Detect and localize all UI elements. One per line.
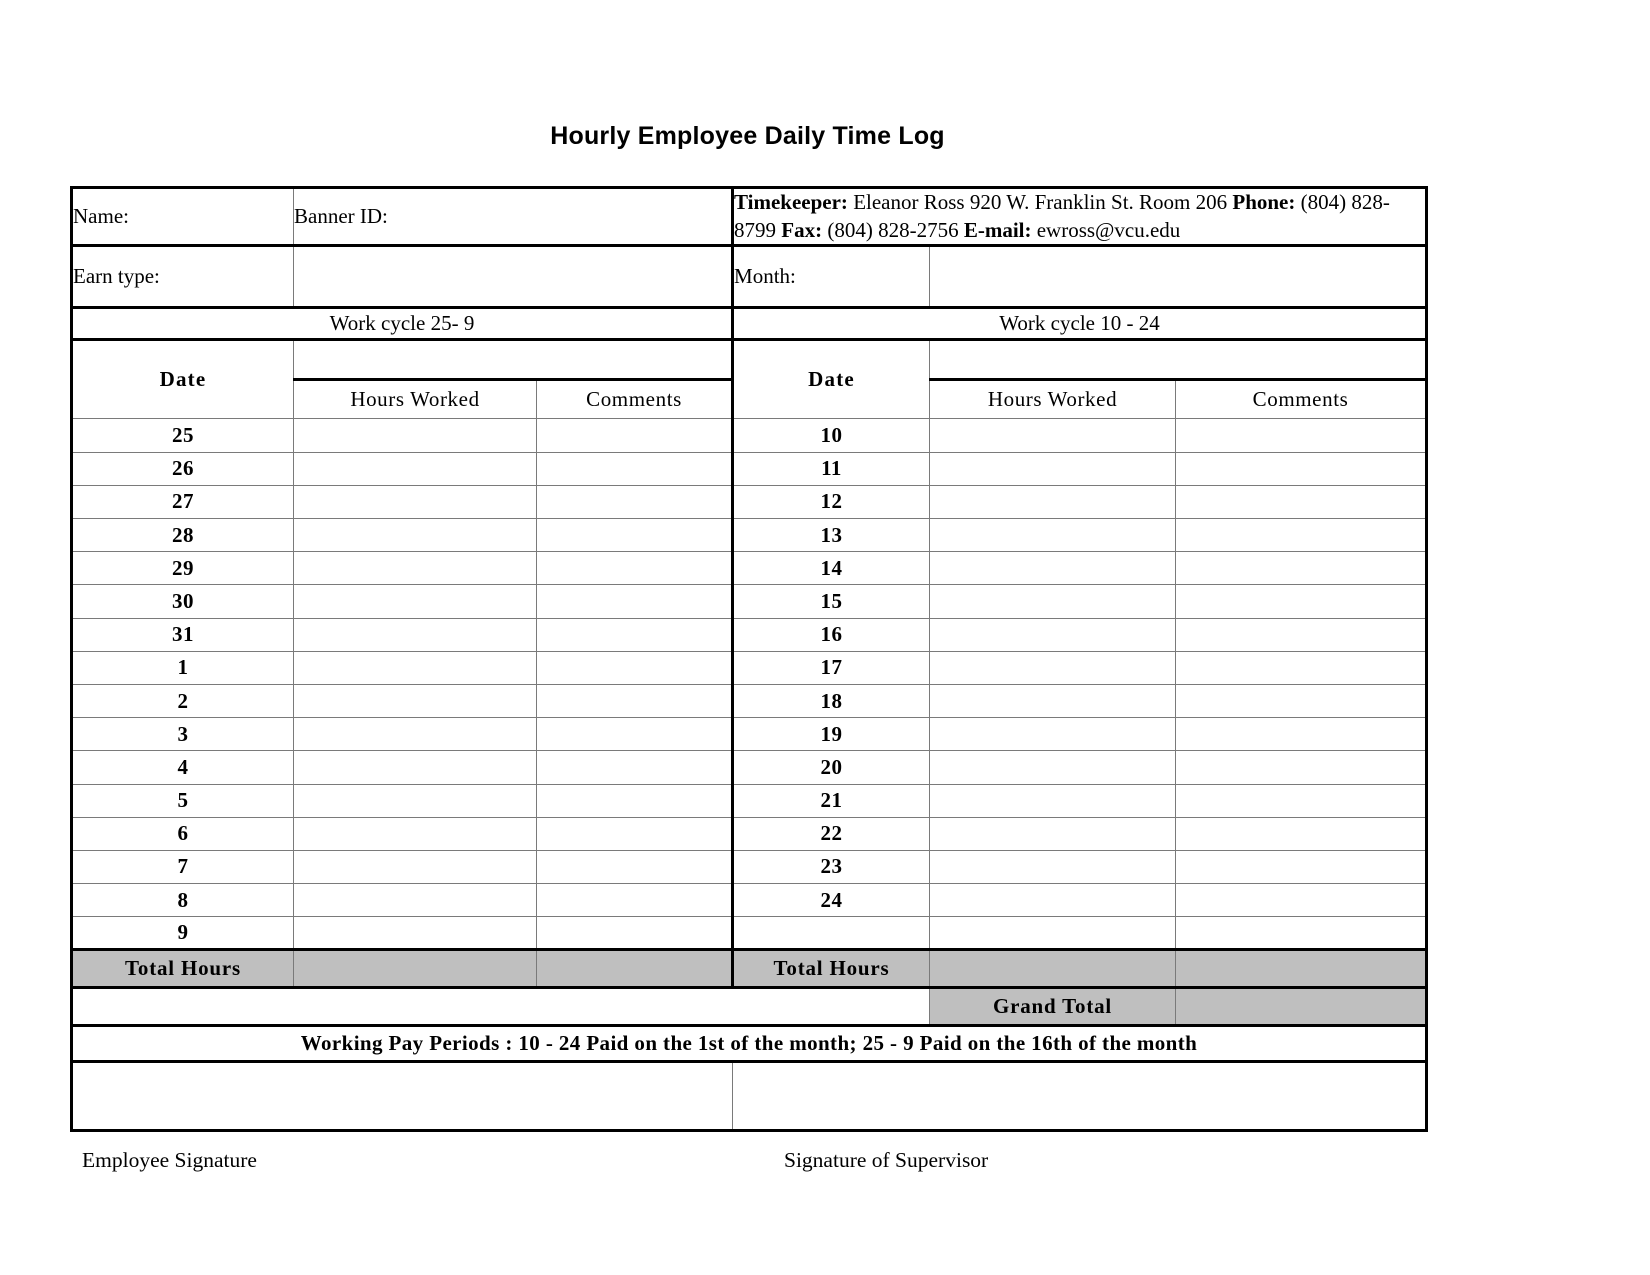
- date-cell-right-text: 13: [820, 522, 843, 547]
- hours-cell-left[interactable]: [294, 585, 537, 618]
- fax-label: Fax:: [781, 217, 823, 242]
- date-cell-right: [733, 751, 930, 784]
- hours-cell-left[interactable]: [294, 817, 537, 850]
- comments-cell-left[interactable]: [537, 552, 733, 585]
- comments-cell-left[interactable]: [537, 585, 733, 618]
- work-cycle-left-label: Work cycle 25- 9: [329, 311, 475, 336]
- hours-cell-right[interactable]: [930, 817, 1176, 850]
- table-row: [72, 784, 1427, 817]
- date-cell-left-text: 30: [172, 588, 194, 613]
- work-cycle-right-label: Work cycle 10 - 24: [999, 311, 1160, 336]
- name-cell[interactable]: [72, 188, 294, 246]
- hours-cell-right[interactable]: [930, 884, 1176, 917]
- hours-cell-right[interactable]: [930, 452, 1176, 485]
- earn-type-label: Earn type:: [73, 264, 160, 289]
- date-cell-right-text: 23: [820, 854, 843, 879]
- date-cell-left: [72, 751, 294, 784]
- month-label: Month:: [734, 264, 796, 289]
- hours-cell-left[interactable]: [294, 684, 537, 717]
- comments-cell-right[interactable]: [1176, 850, 1427, 883]
- name-label: Name:: [73, 204, 129, 229]
- comments-cell-left[interactable]: [537, 850, 733, 883]
- date-cell-right: [733, 452, 930, 485]
- comments-cell-left[interactable]: [537, 784, 733, 817]
- total-hours-label-right: [733, 950, 930, 988]
- date-cell-right: [733, 817, 930, 850]
- table-row: [72, 419, 1427, 452]
- hours-cell-left[interactable]: [294, 884, 537, 917]
- pay-periods-row: [72, 1026, 1427, 1062]
- comments-cell-right[interactable]: [1176, 651, 1427, 684]
- phone-value: (804) 828-8799: [734, 190, 1390, 242]
- hours-cell-left[interactable]: [294, 452, 537, 485]
- hours-cell-right[interactable]: [930, 684, 1176, 717]
- date-cell-left: [72, 618, 294, 651]
- date-cell-right: [733, 684, 930, 717]
- total-hours-label-left: [72, 950, 294, 988]
- comments-cell-left[interactable]: [537, 419, 733, 452]
- comments-cell-left[interactable]: [537, 718, 733, 751]
- table-row: [72, 585, 1427, 618]
- date-cell-right-text: 14: [820, 555, 843, 580]
- hours-cell-left[interactable]: [294, 519, 537, 552]
- hours-cell-right[interactable]: [930, 552, 1176, 585]
- work-cycle-row: [72, 308, 1427, 340]
- table-row: [72, 917, 1427, 950]
- supervisor-signature-box[interactable]: [733, 1062, 1427, 1131]
- total-hours-right-text: Total Hours: [773, 956, 890, 981]
- hours-cell-right[interactable]: [930, 618, 1176, 651]
- date-cell-left: [72, 850, 294, 883]
- employee-signature-box[interactable]: [72, 1062, 733, 1131]
- timekeeper-person: Eleanor Ross 920 W. Franklin St. Room 206: [847, 190, 1233, 214]
- date-cell-left: [72, 684, 294, 717]
- date-cell-left-text: 27: [172, 489, 194, 514]
- comments-cell-right[interactable]: [1176, 884, 1427, 917]
- work-cycle-right: [733, 308, 1427, 340]
- hours-cell-right[interactable]: [930, 519, 1176, 552]
- date-cell-right: [733, 850, 930, 883]
- date-cell-left: [72, 718, 294, 751]
- timekeeper-cell: [733, 188, 1427, 246]
- date-cell-left: [72, 817, 294, 850]
- hours-cell-right[interactable]: [930, 850, 1176, 883]
- phone-label: Phone:: [1232, 190, 1296, 214]
- pay-periods-cell: [72, 1026, 1427, 1062]
- hours-cell-right[interactable]: [930, 651, 1176, 684]
- hours-cell-left[interactable]: [294, 718, 537, 751]
- hours-cell-left[interactable]: [294, 917, 537, 950]
- date-cell-left: [72, 452, 294, 485]
- comments-cell-right[interactable]: [1176, 618, 1427, 651]
- date-cell-left: [72, 651, 294, 684]
- email-label: E-mail:: [963, 217, 1032, 242]
- date-cell-right: [733, 485, 930, 518]
- banner-id-cell[interactable]: [294, 188, 733, 246]
- date-cell-right: [733, 519, 930, 552]
- hours-cell-left[interactable]: [294, 651, 537, 684]
- hours-cell-right[interactable]: [930, 917, 1176, 950]
- earn-type-cell[interactable]: [72, 246, 294, 308]
- table-row: [72, 751, 1427, 784]
- date-cell-left: [72, 784, 294, 817]
- table-row: [72, 850, 1427, 883]
- comments-cell-left[interactable]: [537, 452, 733, 485]
- pay-periods-text: Working Pay Periods : 10 - 24 Paid on the 1st of the month; 25 - 9 Paid on the 16th of the month: [300, 1031, 1198, 1056]
- fax-value: (804) 828-2756: [822, 217, 964, 242]
- date-header-right-label: Date: [808, 367, 855, 392]
- date-cell-right-text: 21: [820, 788, 843, 813]
- comments-cell-right[interactable]: [1176, 817, 1427, 850]
- column-header-row-top: [72, 340, 1427, 380]
- hours-cell-right[interactable]: [930, 784, 1176, 817]
- date-cell-left: [72, 485, 294, 518]
- comments-cell-left[interactable]: [537, 817, 733, 850]
- comments-cell-left[interactable]: [537, 751, 733, 784]
- comments-cell-right[interactable]: [1176, 684, 1427, 717]
- comments-cell-right[interactable]: [1176, 917, 1427, 950]
- date-cell-right-text: 20: [820, 754, 843, 779]
- comments-header-left: [537, 380, 733, 419]
- month-cell[interactable]: [733, 246, 930, 308]
- comments-cell-left[interactable]: [537, 917, 733, 950]
- hours-cell-right[interactable]: [930, 485, 1176, 518]
- hours-header-right-label: Hours Worked: [987, 387, 1118, 412]
- date-cell-right-text: 24: [820, 887, 843, 912]
- table-row: [72, 552, 1427, 585]
- comments-cell-left[interactable]: [537, 618, 733, 651]
- time-log-table: [70, 186, 1428, 1132]
- hours-cell-left[interactable]: [294, 485, 537, 518]
- hours-header-right: [930, 380, 1176, 419]
- date-cell-left-text: 31: [172, 622, 194, 647]
- right-subhead-blank: [930, 340, 1427, 380]
- date-cell-right: [733, 618, 930, 651]
- date-cell-left-text: 5: [177, 788, 189, 813]
- hours-cell-right[interactable]: [930, 718, 1176, 751]
- date-cell-right-text: 10: [820, 423, 843, 448]
- comments-cell-left[interactable]: [537, 519, 733, 552]
- total-comments-left[interactable]: [537, 950, 733, 988]
- signature-labels: [70, 1148, 1425, 1178]
- timekeeper-label: Timekeeper:: [734, 190, 848, 214]
- date-cell-right: [733, 419, 930, 452]
- total-hours-row: [72, 950, 1427, 988]
- date-cell-left-text: 8: [177, 887, 189, 912]
- hours-cell-left[interactable]: [294, 552, 537, 585]
- comments-cell-right[interactable]: [1176, 519, 1427, 552]
- hours-cell-right[interactable]: [930, 419, 1176, 452]
- date-header-right: [733, 340, 930, 419]
- date-cell-left: [72, 884, 294, 917]
- comments-cell-left[interactable]: [537, 651, 733, 684]
- page-title: Hourly Employee Daily Time Log: [550, 122, 945, 150]
- left-subhead-blank: [294, 340, 733, 380]
- date-cell-left-text: 29: [172, 555, 194, 580]
- table-row: [72, 817, 1427, 850]
- grand-total-label: [930, 988, 1176, 1026]
- date-cell-left-text: 7: [177, 854, 189, 879]
- date-cell-right: [733, 917, 930, 950]
- comments-cell-left[interactable]: [537, 884, 733, 917]
- date-cell-left: [72, 552, 294, 585]
- date-cell-left-text: 3: [177, 721, 189, 746]
- hours-cell-right[interactable]: [930, 751, 1176, 784]
- comments-cell-right[interactable]: [1176, 485, 1427, 518]
- grand-total-label-text: Grand Total: [992, 994, 1113, 1019]
- hours-cell-right[interactable]: [930, 585, 1176, 618]
- banner-id-label: Banner ID:: [294, 204, 388, 229]
- date-cell-left: [72, 585, 294, 618]
- comments-cell-right[interactable]: [1176, 718, 1427, 751]
- date-cell-right: [733, 784, 930, 817]
- earn-type-value-cell[interactable]: [294, 246, 733, 308]
- signature-row: [72, 1062, 1427, 1131]
- comments-header-right: [1176, 380, 1427, 419]
- date-cell-right-text: 19: [820, 721, 843, 746]
- comments-cell-right[interactable]: [1176, 784, 1427, 817]
- month-value-cell[interactable]: [930, 246, 1427, 308]
- header-row-identity: [72, 188, 1427, 246]
- date-cell-right: [733, 884, 930, 917]
- hours-header-left: [294, 380, 537, 419]
- grand-total-value[interactable]: [1176, 988, 1427, 1026]
- date-cell-right-text: 15: [820, 588, 843, 613]
- total-comments-right[interactable]: [1176, 950, 1427, 988]
- date-header-left-label: Date: [159, 367, 207, 392]
- date-cell-right-text: 22: [820, 821, 843, 846]
- comments-cell-right[interactable]: [1176, 552, 1427, 585]
- total-hours-left-text: Total Hours: [125, 956, 241, 981]
- date-cell-left: [72, 519, 294, 552]
- hours-cell-left[interactable]: [294, 751, 537, 784]
- table-row: [72, 485, 1427, 518]
- date-cell-right: [733, 651, 930, 684]
- date-cell-left-text: 9: [177, 920, 189, 945]
- comments-cell-left[interactable]: [537, 485, 733, 518]
- date-cell-left: [72, 419, 294, 452]
- comments-cell-right[interactable]: [1176, 585, 1427, 618]
- date-cell-left-text: 1: [177, 655, 189, 680]
- comments-cell-right[interactable]: [1176, 419, 1427, 452]
- date-cell-left-text: 4: [177, 754, 189, 779]
- supervisor-signature-label: Signature of Supervisor: [784, 1148, 989, 1172]
- table-row: [72, 684, 1427, 717]
- date-cell-right: [733, 552, 930, 585]
- date-cell-right-text: 12: [820, 489, 843, 514]
- grand-total-spacer: [72, 988, 930, 1026]
- table-row: [72, 718, 1427, 751]
- table-row: [72, 651, 1427, 684]
- hours-cell-left[interactable]: [294, 618, 537, 651]
- work-cycle-left: [72, 308, 733, 340]
- grand-total-row: [72, 988, 1427, 1026]
- hours-header-left-label: Hours Worked: [350, 387, 480, 412]
- comments-cell-right[interactable]: [1176, 751, 1427, 784]
- hours-cell-left[interactable]: [294, 784, 537, 817]
- email-value: ewross@vcu.edu: [1031, 217, 1181, 242]
- table-row: [72, 618, 1427, 651]
- header-row-earn-month: [72, 246, 1427, 308]
- total-hours-value-right[interactable]: [930, 950, 1176, 988]
- table-row: [72, 519, 1427, 552]
- hours-cell-left[interactable]: [294, 850, 537, 883]
- comments-header-left-label: Comments: [586, 387, 682, 412]
- total-hours-value-left[interactable]: [294, 950, 537, 988]
- date-cell-right-text: 16: [820, 622, 843, 647]
- date-cell-left-text: 6: [177, 821, 189, 846]
- date-cell-right: [733, 718, 930, 751]
- table-row: [72, 884, 1427, 917]
- date-cell-left-text: 28: [172, 522, 194, 547]
- comments-header-right-label: Comments: [1252, 387, 1349, 412]
- date-cell-left-text: 25: [172, 423, 194, 448]
- comments-cell-right[interactable]: [1176, 452, 1427, 485]
- table-row: [72, 452, 1427, 485]
- date-cell-right-text: 18: [820, 688, 843, 713]
- date-cell-right: [733, 585, 930, 618]
- employee-signature-label: Employee Signature: [82, 1148, 257, 1172]
- date-header-left: [72, 340, 294, 419]
- date-cell-right-text: 11: [821, 456, 842, 481]
- date-cell-right-text: 17: [820, 655, 843, 680]
- date-cell-left-text: 2: [177, 688, 189, 713]
- hours-cell-left[interactable]: [294, 419, 537, 452]
- date-cell-left: [72, 917, 294, 950]
- comments-cell-left[interactable]: [537, 684, 733, 717]
- date-cell-left-text: 26: [172, 456, 194, 481]
